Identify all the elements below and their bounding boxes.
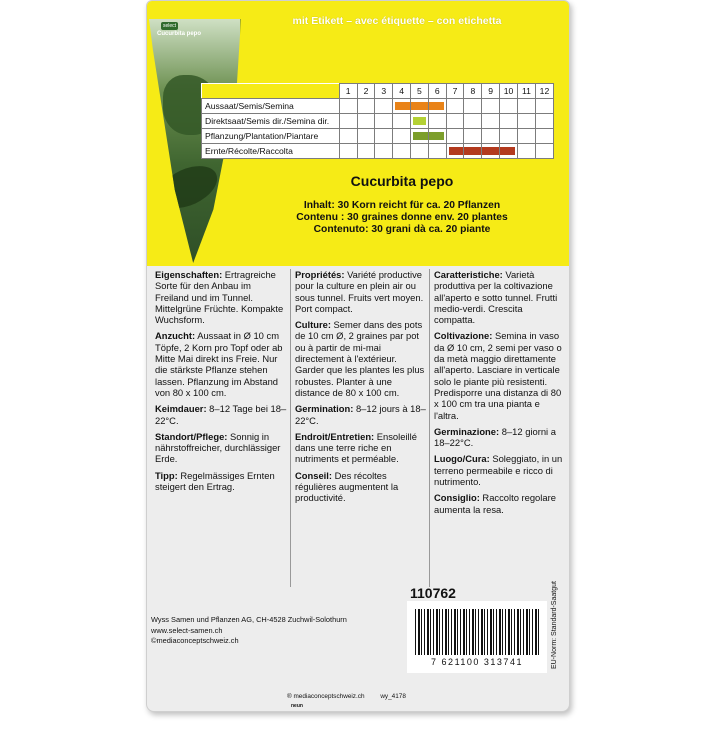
company-address: Wyss Samen und Pflanzen AG, CH-4528 Zuchwil-Solothurn <box>151 615 347 624</box>
calendar-period-bar <box>500 147 515 155</box>
calendar-month-11: 11 <box>518 84 536 99</box>
instruction-section <box>434 426 565 449</box>
calendar-cell <box>464 114 482 129</box>
calendar-row-label: Aussaat/Semis/Semina <box>202 99 340 114</box>
scientific-name: Cucurbita pepo <box>350 173 454 189</box>
calendar-month-6: 6 <box>428 84 446 99</box>
content-it: Contenuto: 30 grani dà ca. 20 piante <box>313 224 491 235</box>
calendar-corner <box>202 84 340 99</box>
calendar-cell <box>339 114 357 129</box>
company-info <box>151 615 347 647</box>
calendar-cell <box>428 99 446 114</box>
calendar-cell <box>339 99 357 114</box>
calendar-month-9: 9 <box>482 84 500 99</box>
calendar-month-4: 4 <box>393 84 411 99</box>
barcode-number: 7 621100 313741 <box>431 657 523 667</box>
seed-packet-back <box>146 0 570 712</box>
section-text: Ensoleillé dans une terre riche en nutriments et perméable. <box>295 430 417 465</box>
printer-logo: neun <box>291 703 303 709</box>
calendar-cell <box>393 99 411 114</box>
sowing-calendar <box>201 83 554 159</box>
company-website: www.select-samen.ch <box>151 625 223 635</box>
calendar-period-bar <box>429 132 444 140</box>
section-text: Soleggiato, in un terreno permeabile e ricco di nutrimento. <box>434 453 563 488</box>
calendar-cell <box>375 129 393 144</box>
section-text: Regelmässiges Ernten steigert den Ertrag. <box>155 469 275 493</box>
section-text: Raccolto regolare aumenta la resa. <box>434 492 556 515</box>
section-text: 8–12 jours à 18–22°C. <box>295 403 426 426</box>
calendar-cell <box>464 144 482 159</box>
calendar-cell <box>357 129 375 144</box>
lot-number: 110762 <box>410 585 456 601</box>
calendar-cell <box>535 144 553 159</box>
section-heading: Endroit/Entretien: <box>295 430 375 442</box>
calendar-month-12: 12 <box>535 84 553 99</box>
instruction-section <box>434 269 565 325</box>
instruction-section <box>155 330 287 398</box>
calendar-cell <box>535 129 553 144</box>
instruction-section <box>295 470 426 504</box>
calendar-cell <box>339 129 357 144</box>
instruction-section <box>434 453 565 487</box>
calendar-cell <box>357 99 375 114</box>
calendar-cell <box>446 99 464 114</box>
calendar-cell <box>518 99 536 114</box>
bottom-line <box>287 693 420 700</box>
instruction-columns <box>151 269 569 587</box>
instruction-section <box>434 330 565 420</box>
section-text: Sonnig in nährstoffreicher, durchlässiger Erde. <box>155 430 281 465</box>
calendar-cell <box>393 129 411 144</box>
calendar-cell <box>464 129 482 144</box>
section-heading: Consiglio: <box>434 492 480 504</box>
section-text: Semina in vaso da Ø 10 cm, 2 semi per vaso o da metà maggio direttamente all'aperto. Lasciare in verticale solo le piante più resistenti. Predisporre una distanza di 80 x 100 cm tra una pianta e l'altra. <box>434 330 562 421</box>
calendar-cell <box>482 99 500 114</box>
label-note: mit Etikett – avec étiquette – con etichetta <box>292 15 502 27</box>
calendar-row <box>202 114 554 129</box>
bottom-copyright: ® mediaconceptschweiz.ch <box>287 693 365 700</box>
calendar-cell <box>518 129 536 144</box>
bottom-code: wy_4178 <box>380 693 406 700</box>
calendar-period-bar <box>413 132 428 140</box>
section-text: Semer dans des pots de 10 cm Ø, 2 graines par pot ou à partir de mi-mai directement à l'extérieur. Garder que les plantes les plus robustes. Planter à une distance de 80 x 100 cm. <box>295 319 425 398</box>
section-text: Variété productive pour la culture en plein air ou sous tunnel. Fruits vert moyen. Port compact. <box>295 269 424 314</box>
calendar-row <box>202 129 554 144</box>
italian-column <box>429 269 569 587</box>
calendar-row-label: Direktsaat/Semis dir./Semina dir. <box>202 114 340 129</box>
calendar-month-8: 8 <box>464 84 482 99</box>
calendar-cell <box>500 129 518 144</box>
section-heading: Anzucht: <box>155 330 196 342</box>
section-heading: Keimdauer: <box>155 403 207 415</box>
calendar-cell <box>482 129 500 144</box>
calendar-cell <box>482 114 500 129</box>
german-column <box>151 269 291 587</box>
calendar-cell <box>339 144 357 159</box>
photo-variety-label: Cucurbita pepo <box>157 31 202 37</box>
calendar-month-5: 5 <box>411 84 429 99</box>
calendar-cell <box>375 99 393 114</box>
instruction-section <box>295 319 426 398</box>
calendar-period-bar <box>482 147 499 155</box>
calendar-period-bar <box>429 102 444 110</box>
calendar-month-10: 10 <box>500 84 518 99</box>
content-info <box>235 200 569 236</box>
section-heading: Luogo/Cura: <box>434 453 490 465</box>
calendar-period-bar <box>449 147 464 155</box>
section-text: Des récoltes régulières augmentent la productivité. <box>295 469 399 504</box>
calendar-month-header <box>202 84 554 99</box>
calendar-cell <box>500 144 518 159</box>
calendar-month-2: 2 <box>357 84 375 99</box>
calendar-cell <box>375 144 393 159</box>
calendar-row <box>202 99 554 114</box>
calendar-cell <box>518 114 536 129</box>
section-heading: Germination: <box>295 403 354 415</box>
calendar-cell <box>357 144 375 159</box>
calendar-row-label: Ernte/Récolte/Raccolta <box>202 144 340 159</box>
calendar-cell <box>393 144 411 159</box>
calendar-cell <box>446 129 464 144</box>
calendar-period-bar <box>395 102 410 110</box>
section-heading: Standort/Pflege: <box>155 430 228 442</box>
calendar-row-label: Pflanzung/Plantation/Piantare <box>202 129 340 144</box>
calendar-cell <box>464 99 482 114</box>
calendar-cell <box>357 114 375 129</box>
calendar-month-1: 1 <box>339 84 357 99</box>
calendar-cell <box>393 114 411 129</box>
calendar-cell <box>428 114 446 129</box>
section-heading: Tipp: <box>155 469 178 481</box>
barcode <box>407 601 547 673</box>
calendar-cell <box>535 114 553 129</box>
instruction-section <box>155 269 287 325</box>
calendar-cell <box>446 114 464 129</box>
instruction-section <box>295 431 426 465</box>
barcode-bars <box>415 609 539 655</box>
section-text: Varietà produttiva per la coltivazione all'aperto e sotto tunnel. Frutti medio-verdi. Crescita compatta. <box>434 269 558 326</box>
calendar-cell <box>411 114 429 129</box>
instruction-section <box>155 403 287 426</box>
section-heading: Conseil: <box>295 469 332 481</box>
calendar-cell <box>518 144 536 159</box>
calendar-cell <box>428 144 446 159</box>
calendar-cell <box>535 99 553 114</box>
calendar-cell <box>411 129 429 144</box>
instruction-section <box>155 431 287 465</box>
calendar-row <box>202 144 554 159</box>
section-text: Ertragreiche Sorte für den Anbau im Freiland und im Tunnel. Mittelgrüne Früchte. Kompakte Wuchsform. <box>155 269 284 326</box>
calendar-month-3: 3 <box>375 84 393 99</box>
instruction-section <box>295 269 426 314</box>
calendar-cell <box>411 99 429 114</box>
section-text: 8–12 giorni a 18–22°C. <box>434 425 556 449</box>
calendar-cell <box>500 99 518 114</box>
section-heading: Germinazione: <box>434 425 500 437</box>
photo-brand-logo: select <box>163 23 177 29</box>
content-de: Inhalt: 30 Korn reicht für ca. 20 Pflanzen <box>303 200 501 211</box>
calendar-cell <box>375 114 393 129</box>
section-heading: Eigenschaften: <box>155 269 223 280</box>
eu-norm-note: EU-Norm: Standard-Saatgut <box>551 581 558 669</box>
calendar-cell <box>428 129 446 144</box>
section-heading: Caratteristiche: <box>434 269 503 280</box>
instruction-section <box>295 403 426 426</box>
section-text: 8–12 Tage bei 18–22°C. <box>155 403 287 426</box>
calendar-period-bar <box>411 102 428 110</box>
instruction-section <box>155 470 287 493</box>
calendar-cell <box>411 144 429 159</box>
content-fr: Contenu : 30 graines donne env. 20 plantes <box>296 212 508 223</box>
calendar-cell <box>482 144 500 159</box>
section-heading: Coltivazione: <box>434 330 493 342</box>
media-copyright: ©mediaconceptschweiz.ch <box>151 636 239 645</box>
calendar-period-bar <box>413 117 426 125</box>
calendar-month-7: 7 <box>446 84 464 99</box>
section-heading: Culture: <box>295 319 331 331</box>
section-heading: Propriétés: <box>295 269 345 280</box>
instruction-section <box>434 492 565 515</box>
calendar-cell <box>500 114 518 129</box>
section-text: Aussaat in Ø 10 cm Töpfe, 2 Korn pro Topf oder ab Mitte Mai direkt ins Freie. Nur die stärkste Pflanze stehen lassen. Pflanzung im Abstand von 80 x 100 cm. <box>155 330 283 398</box>
calendar-cell <box>446 144 464 159</box>
french-column <box>290 269 430 587</box>
calendar-period-bar <box>464 147 481 155</box>
